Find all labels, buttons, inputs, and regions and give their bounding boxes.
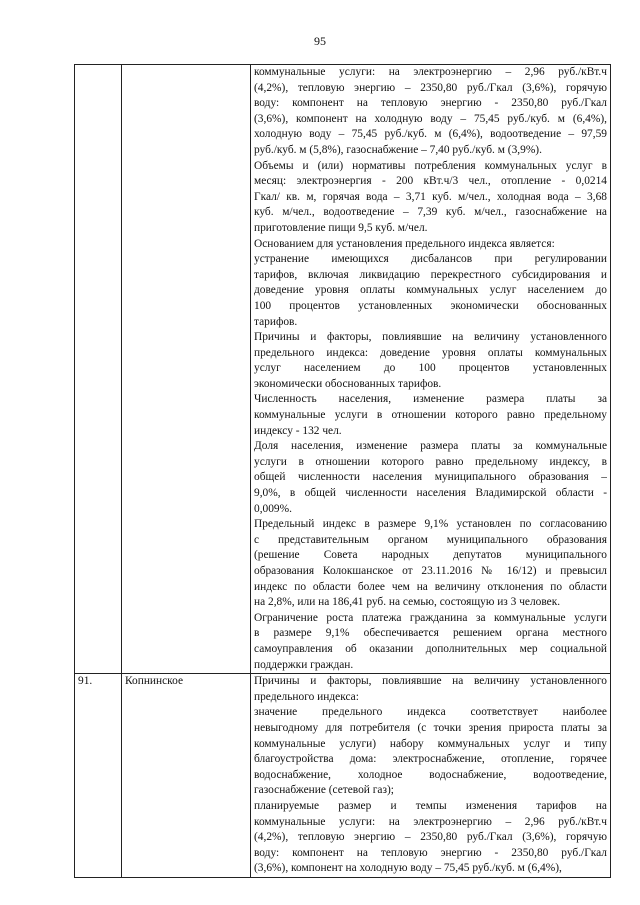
text-line: Численность населения, изменение размера платы за <box>254 393 607 406</box>
text-line: Гкал/ кв. м, горячая вода – 3,71 куб. м/чел., холодная вода – 3,68 <box>254 190 607 203</box>
text-line: в размере 9,1% обеспечивается решением органа местного <box>254 627 607 640</box>
text-line: 100 процентов установленных экономически обоснованных <box>254 299 607 312</box>
text-line: невыгодному для потребителя (с точки зрения прироста платы за <box>254 721 607 734</box>
text-line: тарифов. <box>254 315 298 328</box>
text-line: индексу - 132 чел. <box>254 424 342 437</box>
text-line: воду: компонент на тепловую энергию - 2350,80 руб./Гкал <box>254 97 607 110</box>
text-line: (3,6%), компонент на холодную воду – 75,45 руб./куб. м (6,4%), <box>254 862 562 875</box>
text-line: коммунальные услуги: на электроэнергию – 2,96 руб./кВт.ч <box>254 815 607 828</box>
text-line: общей численности населения муниципального образования – <box>254 471 607 484</box>
text-line: коммунальные услуги) набору коммунальных услуг и типу <box>254 737 607 750</box>
text-line: газоснабжение (сетевой газ); <box>254 784 394 797</box>
text-line: 0,009%. <box>254 502 292 515</box>
table-row <box>75 65 611 674</box>
text-line: с представительным органом муниципального образования <box>254 533 607 546</box>
text-line: Ограничение роста платежа гражданина за коммунальные услуги <box>254 611 607 624</box>
text-line: услуг населением до 100 процентов установленных <box>254 362 607 375</box>
text-line: 9,0%, в общей численности населения Владимирской области - <box>254 487 607 500</box>
text-line: тарифов, включая ликвидацию перекрестного субсидирования и <box>254 268 607 281</box>
row-number: 91. <box>75 674 122 878</box>
table-body <box>75 65 611 878</box>
text-line: планируемые размер и темпы изменения тарифов на <box>254 799 607 812</box>
text-line: приготовление пищи 9,5 куб. м/чел. <box>254 221 428 234</box>
text-line: коммунальные услуги: на электроэнергию – 2,96 руб./кВт.ч <box>254 66 607 78</box>
text-line: Причины и факторы, повлиявшие на величину установленного <box>254 331 607 344</box>
text-line: предельного индекса: доведение уровня оплаты коммунальных <box>254 346 607 359</box>
text-line: (4,2%), тепловую энергию – 2350,80 руб./Гкал (3,6%), горячую <box>254 81 607 94</box>
text-line: благоустройства дома: электроснабжение, отопление, горячее <box>254 753 607 766</box>
text-line: поддержки граждан. <box>254 658 354 671</box>
text-line: коммунальные услуги в отношении которого равно предельному <box>254 409 607 422</box>
text-line: воду: компонент на тепловую энергию - 2350,80 руб./Гкал <box>254 846 607 859</box>
text-line: руб./куб. м (5,8%), газоснабжение – 7,40 руб./куб. м (3,9%). <box>254 143 542 156</box>
text-line: самоуправления об оказании дополнительных мер социальной <box>254 642 607 655</box>
text-line: устранение имеющихся дисбалансов при регулировании <box>254 253 607 266</box>
index-table <box>74 64 611 878</box>
text-line: Причины и факторы, повлиявшие на величину установленного <box>254 675 607 688</box>
text-line: Основанием для установления предельного индекса является: <box>254 237 555 250</box>
text-line: (4,2%), тепловую энергию – 2350,80 руб./Гкал (3,6%), горячую <box>254 831 607 844</box>
text-line: (3,6%), компонент на холодную воду – 75,45 руб./куб. м (6,4%), <box>254 112 607 125</box>
text-line: Предельный индекс в размере 9,1% установлен по согласованию <box>254 518 607 531</box>
text-line: предельного индекса: <box>254 690 359 703</box>
text-line: месяц: электроэнергия - 200 кВт.ч/3 чел., отопление - 0,0214 <box>254 175 607 188</box>
text-line: услуги в отношении которого равно предельному индексу, в <box>254 455 607 468</box>
text-line: (решение Совета народных депутатов муниципального <box>254 549 607 562</box>
text-line: Объемы и (или) нормативы потребления коммунальных услуг в <box>254 159 607 172</box>
text-line: значение предельного индекса соответствует наиболее <box>254 706 607 719</box>
municipality-name <box>122 65 251 674</box>
text-line: на 2,8%, или на 186,41 руб. на семью, состоящую из 3 человек. <box>254 596 561 609</box>
text-line: водоснабжение, холодное водоснабжение, водоотведение, <box>254 768 607 781</box>
text-line: образования Колокшанское от 23.11.2016 № 16/12) и превысил <box>254 565 607 577</box>
municipality-name: Копнинское <box>122 674 251 878</box>
page-number: 95 <box>314 34 326 48</box>
text-line: холодную воду – 75,45 руб./куб. м (6,4%), водоотведение – 97,59 <box>254 128 607 141</box>
text-line: экономически обоснованных тарифов. <box>254 377 442 390</box>
text-line: доведение уровня оплаты коммунальных услуг населением до <box>254 284 607 297</box>
description-cell <box>251 65 611 674</box>
text-line: Доля населения, изменение размера платы за коммунальные <box>254 440 607 453</box>
text-line: индекс по области более чем на величину отклонения по области <box>254 580 607 593</box>
description-cell <box>251 674 611 878</box>
table-row <box>75 674 611 878</box>
row-number <box>75 65 122 674</box>
text-line: куб. м/чел., водоотведение – 7,39 куб. м/чел., газоснабжение на <box>254 206 607 219</box>
